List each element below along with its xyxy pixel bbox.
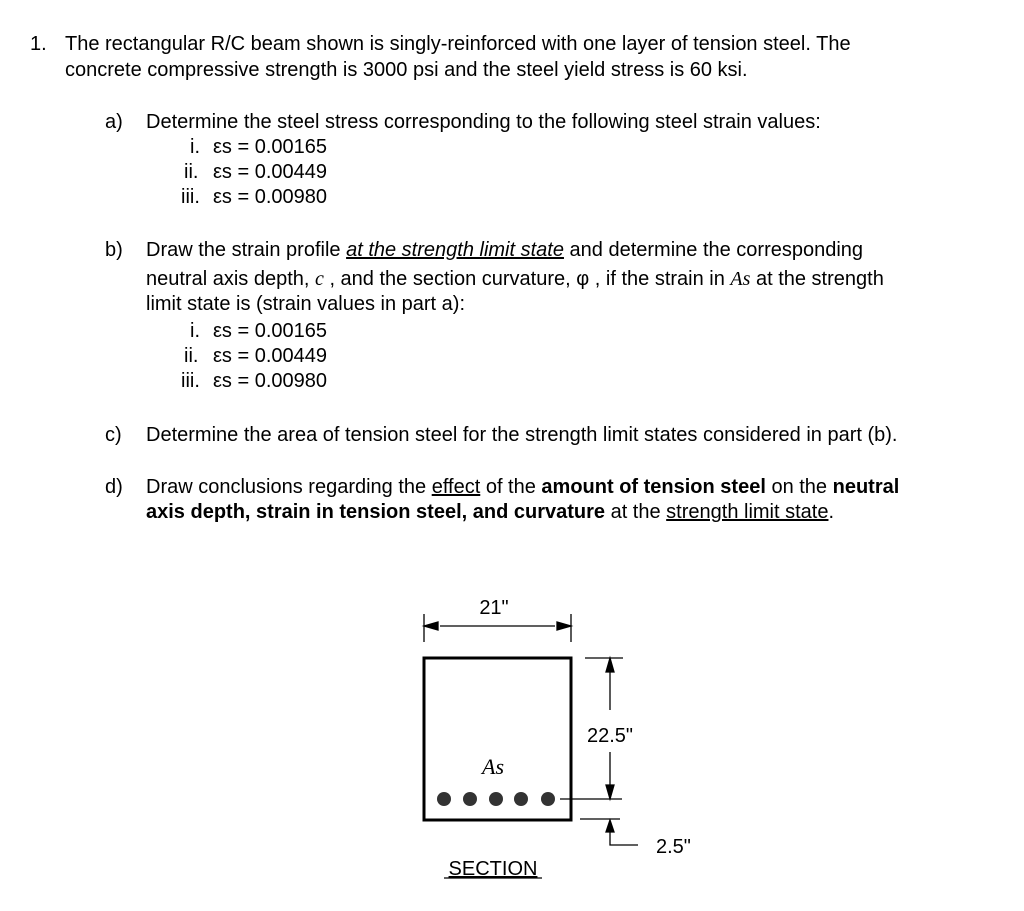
part-c-text: Determine the area of tension steel for the strength limit states considered in part (b). [146,424,898,446]
a-strain-1-num: i. [190,136,200,158]
rebar [463,792,477,806]
part-b-line-2: neutral axis depth, c , and the section curvature, φ , if the strain in As at the strength [146,268,884,290]
b-strain-3: εs = 0.00980 [213,370,328,392]
part-d-line-2: axis depth, strain in tension steel, and curvature at the strength limit state. [146,501,835,523]
rebar [489,792,503,806]
b-strain-3-num: iii. [181,370,200,392]
rebar [437,792,451,806]
section-caption: SECTION [448,858,538,880]
part-d-label: d) [105,476,123,498]
b-strain-2: εs = 0.00449 [213,345,328,367]
steel-area-label: As [482,754,504,779]
a-strain-2: εs = 0.00449 [213,161,328,183]
part-a-text: Determine the steel stress corresponding to the following steel strain values: [146,111,821,133]
part-a-label: a) [105,111,123,133]
intro-line-2: concrete compressive strength is 3000 psi and the steel yield stress is 60 ksi. [65,59,748,81]
a-strain-3-num: iii. [181,186,200,208]
a-strain-1: εs = 0.00165 [213,136,328,158]
part-b-label: b) [105,239,123,261]
a-strain-3: εs = 0.00980 [213,186,328,208]
a-strain-2-num: ii. [184,161,199,183]
cover-label: 2.5" [656,836,691,858]
b-strain-1: εs = 0.00165 [213,320,328,342]
rebar [541,792,555,806]
depth-label: 22.5" [587,725,634,747]
part-b-line-1: Draw the strain profile at the strength limit state and determine the corresponding [146,239,864,261]
width-label: 21" [479,597,509,619]
intro-line-1: The rectangular R/C beam shown is singly-reinforced with one layer of tension steel. The [65,33,851,55]
b-strain-2-num: ii. [184,345,199,367]
part-c-label: c) [105,424,122,446]
tension-steel-bars [437,792,555,806]
part-b-line-3: limit state is (strain values in part a): [146,293,465,315]
part-d-line-1: Draw conclusions regarding the effect of the amount of tension steel on the neutral [146,476,900,498]
problem-number: 1. [30,33,47,55]
b-strain-1-num: i. [190,320,200,342]
rebar [514,792,528,806]
